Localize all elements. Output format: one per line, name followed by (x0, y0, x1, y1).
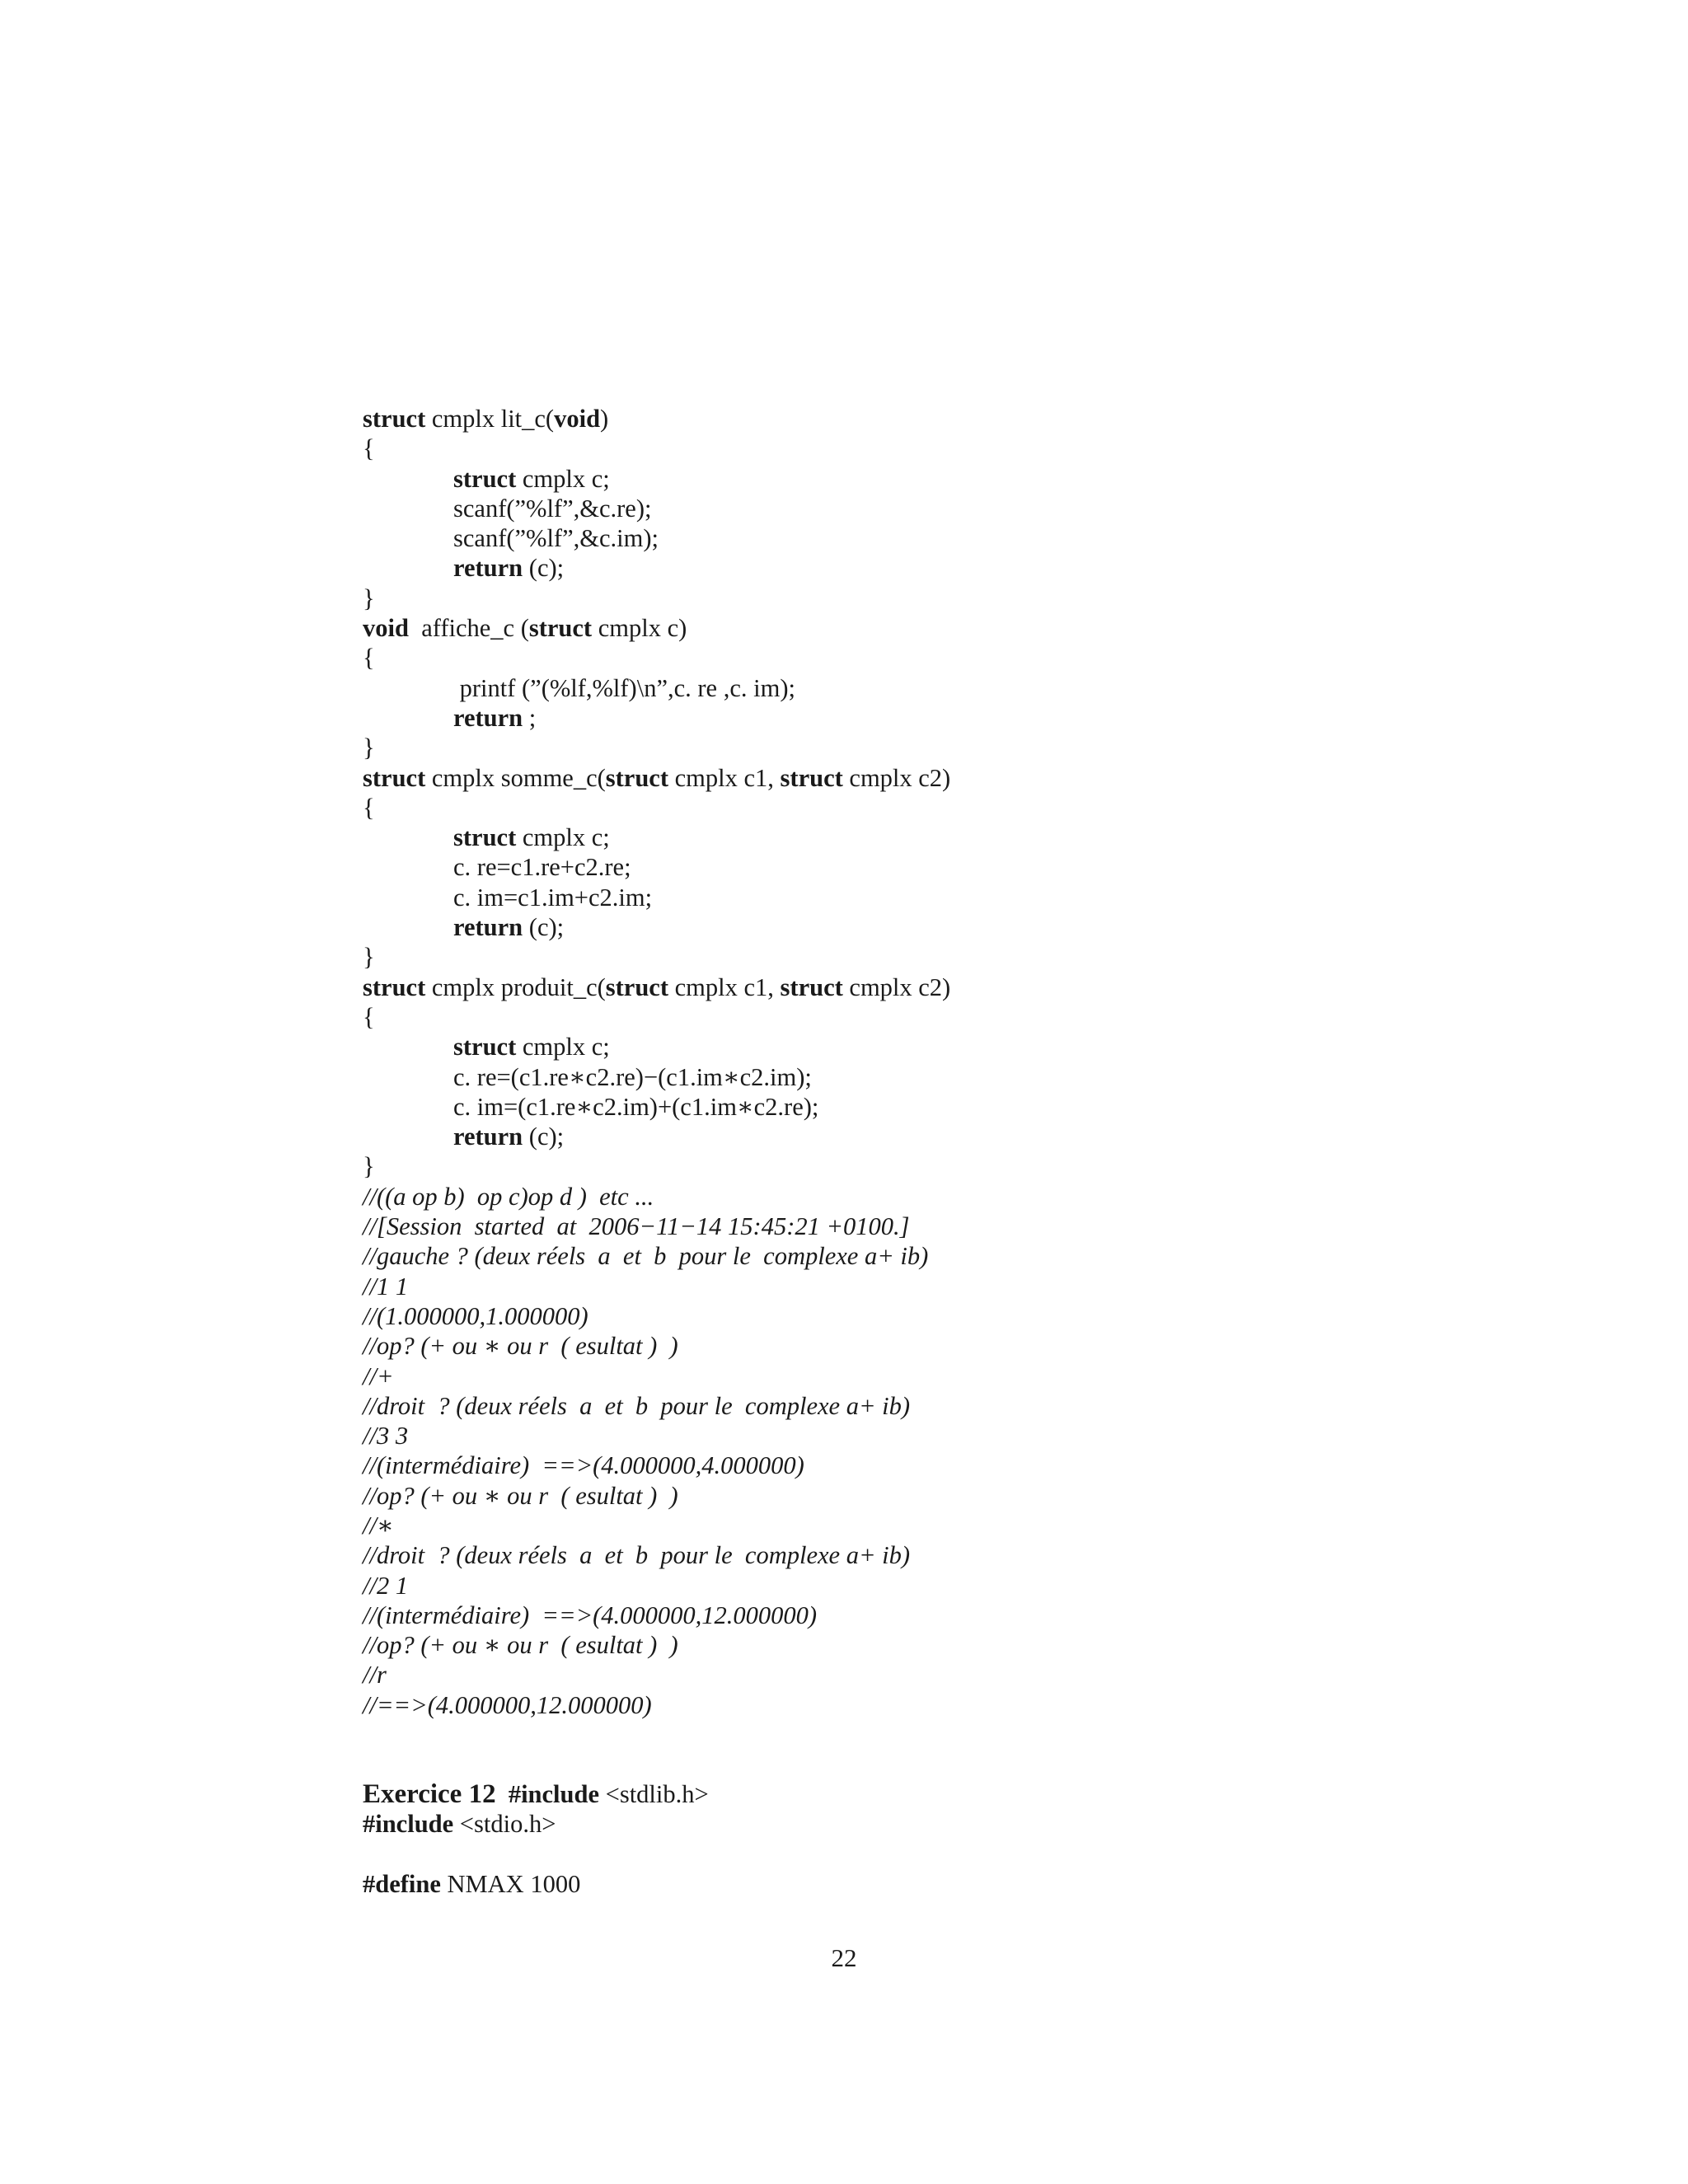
preprocessor-directive: #include (363, 1810, 454, 1839)
comment-line: //op? (+ ou ∗ ou r ( esultat ) ) (363, 1332, 678, 1361)
code-text: <stdlib.h> (599, 1780, 709, 1809)
keyword: struct (453, 823, 517, 852)
section-gap (363, 1720, 1451, 1779)
code-text: cmplx lit_c( (425, 405, 555, 433)
code-line: c. im=c1.im+c2.im; (453, 883, 653, 912)
code-line: scanf(”%lf”,&c.im); (453, 524, 659, 553)
keyword: struct (528, 614, 593, 643)
comment-line: //(intermédiaire) ==>(4.000000,12.000000) (363, 1601, 818, 1629)
code-line: c. re=(c1.re∗c2.re)−(c1.im∗c2.im); (453, 1062, 812, 1091)
code-text: cmplx c; (516, 1033, 610, 1062)
code-text: cmplx produit_c( (425, 972, 606, 1001)
code-text: <stdio.h> (453, 1810, 556, 1839)
code-text: cmplx c; (516, 464, 610, 493)
comment-line: //droit ? (deux réels a et b pour le complexe a+ ib) (363, 1391, 911, 1420)
open-brace: { (363, 434, 375, 463)
comment-line: //op? (+ ou ∗ ou r ( esultat ) ) (363, 1631, 678, 1660)
comment-line: //∗ (363, 1511, 394, 1540)
open-brace: { (363, 644, 375, 673)
keyword: struct (605, 763, 669, 792)
close-brace: } (363, 583, 375, 612)
code-text: cmplx c1, (668, 972, 781, 1001)
comment-line: //[Session started at 2006−11−14 15:45:21 +0100.] (363, 1212, 910, 1241)
code-text: ) (600, 405, 609, 433)
exercise-heading-line (363, 1779, 1451, 1809)
close-brace: } (363, 943, 375, 972)
keyword: struct (363, 405, 426, 433)
code-line (363, 1122, 1451, 1151)
keyword: struct (780, 763, 843, 792)
comment-line: //1 1 (363, 1272, 409, 1301)
code-line (363, 1032, 1451, 1062)
close-brace: } (363, 1152, 375, 1181)
code-text: (c); (523, 554, 565, 583)
code-line (363, 912, 1451, 942)
code-text: affiche_c ( (408, 614, 529, 643)
comment-line: //r (363, 1661, 387, 1690)
preprocessor-directive: #include (508, 1780, 599, 1809)
open-brace: { (363, 1002, 375, 1031)
comment-line: //gauche ? (deux réels a et b pour le complexe a+ ib) (363, 1242, 929, 1271)
code-text: cmplx c2) (842, 763, 951, 792)
keyword: return (453, 1122, 523, 1151)
comment-line: //op? (+ ou ∗ ou r ( esultat ) ) (363, 1481, 678, 1510)
comment-line: //(1.000000,1.000000) (363, 1301, 588, 1330)
include-line (363, 1809, 1451, 1839)
keyword: return (453, 554, 523, 583)
affiche-c-signature (363, 613, 1451, 643)
preprocessor-directive: #define (363, 1869, 441, 1898)
comment-line: //(intermédiaire) ==>(4.000000,4.000000) (363, 1451, 804, 1480)
blank-line (363, 1840, 1451, 1869)
keyword: struct (605, 972, 669, 1001)
comment-line: //2 1 (363, 1571, 409, 1600)
code-text: (c); (523, 1122, 565, 1151)
keyword: struct (363, 763, 426, 792)
keyword: void (554, 405, 601, 433)
keyword: return (453, 703, 523, 732)
define-line (363, 1869, 1451, 1899)
produit-c-signature (363, 972, 1451, 1002)
code-line: scanf(”%lf”,&c.re); (453, 494, 652, 523)
keyword: struct (780, 972, 843, 1001)
code-text: cmplx c2) (842, 972, 951, 1001)
comment-line: //droit ? (deux réels a et b pour le complexe a+ ib) (363, 1541, 911, 1570)
comment-line: //3 3 (363, 1422, 409, 1451)
keyword: return (453, 913, 523, 942)
code-text: cmplx c) (592, 614, 687, 643)
code-line: printf (”(%lf,%lf)\n”,c. re ,c. im); (453, 673, 795, 702)
somme-c-signature (363, 763, 1451, 793)
code-text: ; (523, 703, 537, 732)
code-text: cmplx c1, (668, 763, 781, 792)
keyword: struct (453, 464, 517, 493)
code-line: c. im=(c1.re∗c2.im)+(c1.im∗c2.re); (453, 1092, 819, 1121)
keyword: void (363, 614, 409, 643)
code-line (363, 703, 1451, 733)
comment-line: //((a op b) op c)op d ) etc ... (363, 1182, 654, 1211)
code-listing (363, 404, 1451, 1899)
page-number: 22 (831, 1943, 857, 1972)
code-line: c. re=c1.re+c2.re; (453, 853, 631, 882)
keyword: struct (363, 972, 426, 1001)
code-text: cmplx c; (516, 823, 610, 852)
lit-c-signature (363, 404, 1451, 434)
comment-line: //==>(4.000000,12.000000) (363, 1690, 652, 1719)
close-brace: } (363, 733, 375, 762)
open-brace: { (363, 793, 375, 822)
comment-line: //+ (363, 1361, 394, 1390)
exercise-title: Exercice 12 (363, 1779, 496, 1810)
code-line (363, 553, 1451, 583)
code-text: cmplx somme_c( (425, 763, 606, 792)
code-line (363, 464, 1451, 494)
keyword: struct (453, 1033, 517, 1062)
code-line (363, 823, 1451, 852)
code-text: (c); (523, 913, 565, 942)
code-text: NMAX 1000 (440, 1869, 581, 1898)
